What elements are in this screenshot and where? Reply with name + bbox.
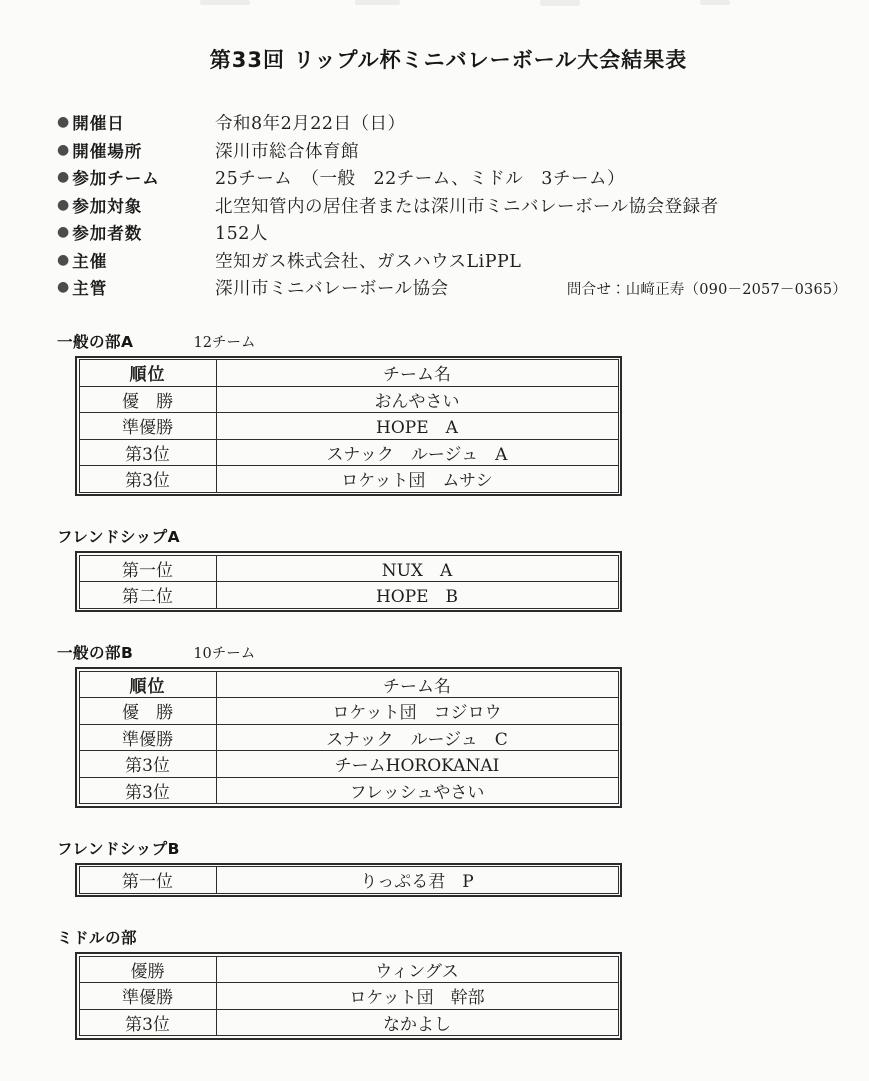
info-label-wrap xyxy=(57,275,215,299)
info-row-eligibility xyxy=(57,193,869,221)
results-table xyxy=(79,956,619,1037)
section-heading-row xyxy=(57,837,869,859)
section-team-count: 10チーム xyxy=(193,646,256,662)
results-table-border xyxy=(75,356,622,497)
document-title: 第33回 リップル杯ミニバレーボール大会結果表 xyxy=(209,48,688,72)
info-label: 開催場所 xyxy=(72,141,143,161)
info-label-wrap xyxy=(57,248,215,272)
table-row xyxy=(79,413,618,440)
results-table xyxy=(79,555,619,609)
section-title: フレンドシップA xyxy=(57,528,181,546)
info-value: 25チーム （一般 22チーム、ミドル 3チーム） xyxy=(215,169,625,189)
table-row xyxy=(79,777,618,804)
info-value: 深川市ミニバレーボール協会 xyxy=(215,279,449,299)
table-row xyxy=(79,555,618,582)
team-cell: NUX A xyxy=(216,555,618,582)
bullet-icon: ● xyxy=(57,196,70,213)
info-list xyxy=(57,110,869,303)
team-cell: スナック ルージュ A xyxy=(216,439,618,466)
rank-cell: 準優勝 xyxy=(79,413,216,440)
section-heading-row xyxy=(57,926,869,948)
table-row xyxy=(79,386,618,413)
rank-cell: 優 勝 xyxy=(79,386,216,413)
bullet-icon: ● xyxy=(57,224,70,240)
bullet-icon: ● xyxy=(57,251,70,268)
info-label: 主管 xyxy=(72,279,108,298)
info-label-wrap xyxy=(57,165,215,189)
info-label: 参加チーム xyxy=(72,169,160,188)
team-header-cell: チーム名 xyxy=(216,671,618,698)
team-cell: ウィングス xyxy=(216,956,618,983)
table-row xyxy=(79,724,618,751)
info-value: 空知ガス株式会社、ガスハウスLiPPL xyxy=(215,251,522,272)
section-friendship-b xyxy=(57,837,869,898)
team-cell: りっぷる君 P xyxy=(216,867,618,894)
results-table-border xyxy=(75,551,622,612)
results-sections xyxy=(57,330,869,1040)
rank-cell: 第一位 xyxy=(79,867,216,894)
bullet-icon: ● xyxy=(57,114,70,130)
section-title: フレンドシップB xyxy=(57,839,180,858)
section-title: 一般の部B xyxy=(57,644,134,662)
section-heading-row xyxy=(57,525,869,547)
team-cell: HOPE A xyxy=(216,413,618,440)
team-cell: ロケット団 幹部 xyxy=(216,983,618,1010)
section-general-b xyxy=(57,641,869,808)
bullet-icon: ● xyxy=(57,169,70,185)
info-value: 152人 xyxy=(215,224,268,244)
section-general-a xyxy=(57,330,869,497)
table-row xyxy=(79,698,618,725)
team-cell: なかよし xyxy=(216,1009,618,1036)
info-label: 開催日 xyxy=(72,114,125,133)
info-label-wrap xyxy=(57,193,215,217)
section-title: ミドルの部 xyxy=(57,929,138,947)
contact-note: 問合せ：山﨑正寿（090－2057－0365） xyxy=(566,282,847,298)
team-cell: フレッシュやさい xyxy=(216,777,618,804)
table-row xyxy=(79,956,618,983)
info-row-organizer xyxy=(57,248,869,276)
team-cell: スナック ルージュ C xyxy=(216,724,618,751)
section-friendship-a xyxy=(57,525,869,612)
info-label-wrap xyxy=(57,220,215,244)
section-heading-row xyxy=(57,641,869,663)
table-header-row xyxy=(79,360,618,387)
rank-cell: 第3位 xyxy=(79,751,216,778)
team-cell: チームHOROKANAI xyxy=(216,751,618,778)
table-row xyxy=(79,867,618,894)
team-cell: ロケット団 ムサシ xyxy=(216,466,618,493)
rank-cell: 第3位 xyxy=(79,439,216,466)
table-row xyxy=(79,582,618,609)
team-cell: ロケット団 コジロウ xyxy=(216,698,618,725)
info-label-wrap xyxy=(57,110,215,134)
scan-artifact xyxy=(540,0,580,6)
info-label-wrap xyxy=(57,138,215,162)
bullet-icon: ● xyxy=(57,279,70,295)
results-table-border xyxy=(75,667,622,808)
info-row-teams xyxy=(57,165,869,193)
rank-header-cell: 順位 xyxy=(79,671,216,698)
section-middle xyxy=(57,926,869,1040)
info-row-venue xyxy=(57,138,869,166)
info-row-administrator xyxy=(57,275,869,303)
team-cell: おんやさい xyxy=(216,386,618,413)
info-label: 参加対象 xyxy=(72,196,143,216)
info-label: 主催 xyxy=(72,251,108,271)
rank-cell: 第3位 xyxy=(79,466,216,493)
table-header-row xyxy=(79,671,618,698)
section-team-count: 12チーム xyxy=(193,334,256,351)
results-table-border xyxy=(75,863,622,898)
results-table xyxy=(79,359,619,493)
info-value: 令和8年2月22日（日） xyxy=(215,114,406,134)
rank-cell: 第二位 xyxy=(79,582,216,609)
team-cell: HOPE B xyxy=(216,582,618,609)
rank-cell: 優勝 xyxy=(79,956,216,983)
rank-cell: 第一位 xyxy=(79,555,216,582)
table-row xyxy=(79,983,618,1010)
table-row xyxy=(79,466,618,493)
table-row xyxy=(79,439,618,466)
results-table xyxy=(79,866,619,894)
info-label: 参加者数 xyxy=(72,224,143,243)
results-table xyxy=(79,671,619,805)
rank-cell: 第3位 xyxy=(79,1009,216,1036)
scan-artifact xyxy=(355,0,400,5)
scan-artifact xyxy=(700,0,730,5)
section-title: 一般の部A xyxy=(57,332,134,351)
rank-cell: 第3位 xyxy=(79,777,216,804)
rank-cell: 優 勝 xyxy=(79,698,216,725)
scan-artifact xyxy=(200,0,250,5)
rank-header-cell: 順位 xyxy=(79,360,216,387)
table-row xyxy=(79,1009,618,1036)
section-heading-row xyxy=(57,330,869,352)
results-table-border xyxy=(75,952,622,1040)
info-row-participants xyxy=(57,220,869,248)
table-row xyxy=(79,751,618,778)
team-header-cell: チーム名 xyxy=(216,360,618,387)
rank-cell: 準優勝 xyxy=(79,983,216,1010)
info-value: 深川市総合体育館 xyxy=(215,141,359,162)
info-value: 北空知管内の居住者または深川市ミニバレーボール協会登録者 xyxy=(215,196,719,217)
rank-cell: 準優勝 xyxy=(79,724,216,751)
info-row-date xyxy=(57,110,869,138)
bullet-icon: ● xyxy=(57,141,70,158)
